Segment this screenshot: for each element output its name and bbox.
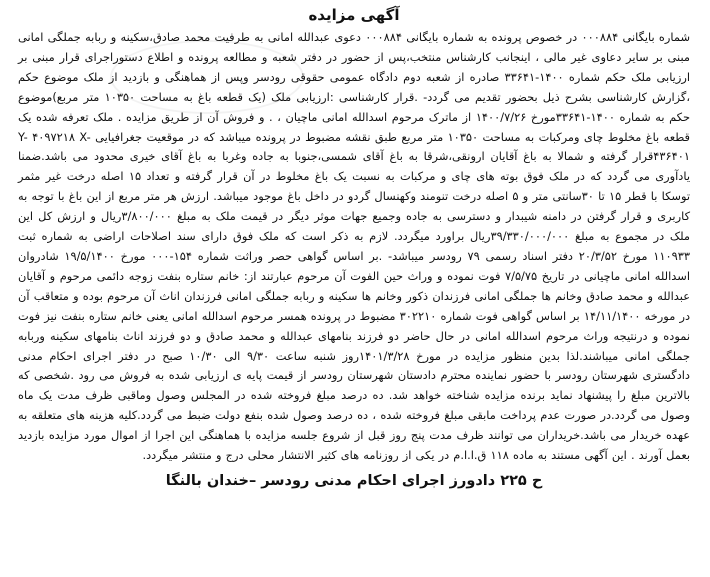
notice-signature: ح ۲۲۵ دادورز اجرای احکام مدنی رودسر –خندان بالنگا — [165, 472, 543, 489]
notice-body: شماره بایگانی ۰۰۰۸۸۴ در خصوص پرونده به شماره بایگانی ۰۰۰۸۸۴ دعوی عبدالله امانی به طرفیت محمد صادق،سکینه و ربابه جملگی امانی مبنی بر سایر دعاوی غیر مالی ، اینجانب کارشناس منتخب،پس از حضور در دفتر شعبه و مطالعه پرونده و اطلاع دستوراجرای قرار مبنی بر ارزیابی ملک حکم شماره ۱۴۰۰-۳۳۶۴۱ صادره از شعبه دوم دادگاه عمومی حقوقی رودسر وپس از هماهنگی و بازدید از ملک موضوع حکم ،گزارش کارشناسی بشرح ذیل بحضور تقدیم می گردد- .قرار کارشناسی :ارزیابی ملک (یک قطعه باغ به مساحت ۱۰۳۵۰ متر مربع)موضوع حکم به شماره ۱۴۰۰-۳۳۶۴۱مورخ ۱۴۰۰/۷/۲۶ از ماترک مرحوم اسدالله امانی ماچیان ، . و فروش آن از طریق مزایده . ملک تعرفه شده یک قطعه باغ مخلوط چای ومرکبات به مساحت ۱۰۳۵۰ متر مربع طبق نقشه مضبوط در پرونده میباشد که در موقعیت جغرافیایی Y- ۴۰۹۷۲۱۸ X- ۴۳۶۴۰۱قرار گرفته و شمالا به باغ آقایان ارونقی،شرقا به باغ آقای شمسی،جنوبا به جاده وغربا به باغ آقای خیری محدود می باشد.ضمنا یادآوری می گردد که در ملک فوق بوته های چای و مرکبات به نسبت یک باغ مخلوط در آن قرار گرفته و تعداد ۱۵ اصله درخت غیر مثمر توسکا با قطر ۱۵ تا ۳۰سانتی متر و ۵ اصله درخت تنومند وکهنسال گردو در داخل باغ موجود میباشد. ارزش هر متر مربع از این باغ با توجه به کاربری و قرار گرفتن در دامنه شیبدار و دسترسی به جاده وجمیع جهات موثر دیگر در قیمت ملک به مبلغ ۳/۸۰۰/۰۰۰ریال و ارزش کل این ملک در مجموع به مبلغ ۳۹/۳۳۰/۰۰۰/۰۰۰ریال براورد میگردد. لازم به ذکر است که ملک فوق دارای سند اصلاحات اراضی به شماره ثبت ۱۱۰۹۳۳ مورخ ۲۰/۳/۵۲ دفتر اسناد رسمی ۷۹ رودسر میباشد- .بر اساس گواهی حصر وراثت شماره ۱۵۴-۰۰۰ مورخ ۱۹/۵/۱۴۰۰ شادروان اسدالله امانی ماچیانی در تاریخ ۷/۵/۷۵ فوت نموده و وراث حین الفوت آن مرحوم عبارتند از: خانم ستاره بنفت زوجه دائمی مرحوم و آقایان عبدالله و محمد صادق وخانم ها جملگی امانی فرزندان ذکور وخانم ها سکینه و ربابه جملگی امانی فرزندان اناث آن مرحوم بوده و متعاقب آن در مورخه ۱۴/۱۱/۱۴۰۰ بر اساس گواهی فوت شماره ۳۰۲۲۱۰ مضبوط در پرونده همسر مرحوم اسدالله امانی یعنی خانم ستاره بنفت نیز فوت نموده و درنتیجه وراث مرحوم اسدالله امانی در حال حاضر دو فرزند بنامهای عبدالله و محمد صادق و دو فرزند اناث بنامهای سکینه وربابه جملگی امانی میباشند.لذا بدین منظور مزایده در مورخ ۱۴۰۱/۳/۲۸روز شنبه ساعت ۹/۳۰ الی ۱۰/۳۰ صبح در دفتر اجرای احکام مدنی دادگستری شهرستان رودسر با حضور نماینده محترم دادستان شهرستان رودسر از قیمت پایه ی ارزیابی شده به فروش می رود .شخصی که بالاترین مبلغ را پیشنهاد نماید برنده مزایده شناخته خواهد شد. ده درصد مبلغ فروخته شده در المجلس وصول وماقبی ظرف مدت یک ماه وصول می گردد.در صورت عدم پرداخت مابقی مبلغ فروخته شده ، ده درصد وصول شده بنفع دولت ضبط می گردد.کلیه هزینه های متعلقه به عهده خریدار می باشد.خریداران می توانند ظرف مدت پنج روز قبل از شروع جلسه مزایده با هماهنگی این اجرا از اموال مورد مزایده بازدید بعمل آورند . این آگهی مستند به ماده ۱۱۸ ق.ا.ا.م در یکی از روزنامه های کثیر الانتشار محلی درج و منتشر میگردد. — [18, 30, 691, 463]
notice-title: آگهی مزایده — [308, 6, 400, 24]
